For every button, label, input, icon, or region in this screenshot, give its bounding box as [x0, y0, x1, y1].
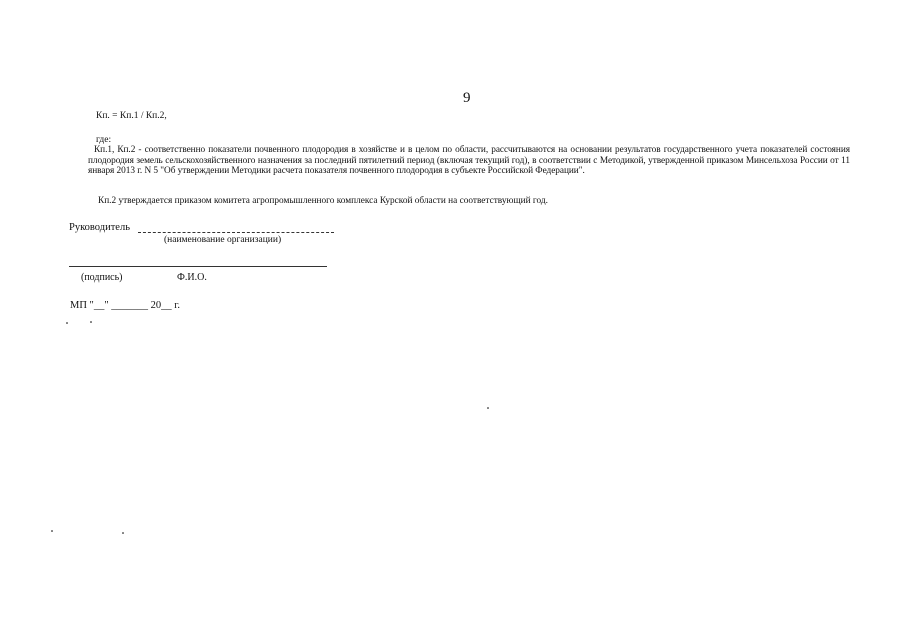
- organization-caption: (наименование организации): [164, 235, 282, 245]
- signature-caption: (подпись): [81, 272, 123, 283]
- scan-speck: [122, 532, 124, 534]
- scan-speck: [487, 407, 489, 409]
- approval-paragraph: Кп.2 утверждается приказом комитета агропромышленного комплекса Курской области на соответствующий год.: [98, 196, 548, 206]
- formula-line: Кп. = Кп.1 / Кп.2,: [96, 111, 167, 121]
- fio-caption: Ф.И.О.: [177, 272, 207, 283]
- scan-speck: [66, 322, 68, 324]
- signature-fill-line: [69, 266, 327, 267]
- definition-paragraph: Кп.1, Кп.2 - соответственно показатели почвенного плодородия в хозяйстве и в целом по области, рассчитываются на основании результатов государственного учета показателей состояния плодородия земель сельскохозяйственного назначения за последний пятилетний период (включая текущий год), в соответствии с Методикой, утвержденной приказом Минсельхоза России от 11 января 2013 г. N 5 "Об утверждении Методики расчета показателя почвенного плодородия в субъекте Российской Федерации".: [88, 145, 850, 177]
- head-label: Руководитель: [69, 222, 130, 233]
- page-number: 9: [463, 90, 471, 106]
- scan-speck: [51, 530, 53, 532]
- stamp-date-line: МП "__" _______ 20__ г.: [70, 300, 180, 311]
- where-label: где:: [96, 135, 112, 145]
- organization-fill-line: [138, 232, 334, 233]
- scan-speck: [90, 321, 92, 323]
